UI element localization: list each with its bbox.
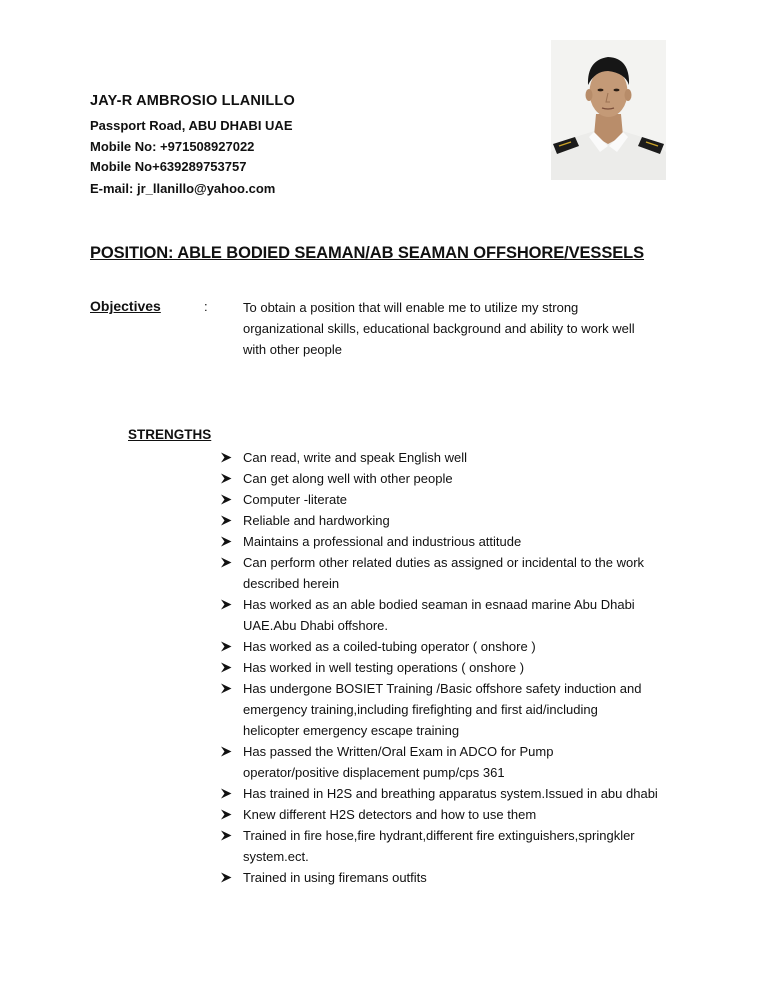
objectives-colon: : [204,299,208,314]
objectives-line: with other people [243,342,343,357]
arrowhead-bullet-icon [220,494,232,505]
list-item-text: described herein [243,576,340,591]
arrowhead-bullet-icon [220,683,232,694]
list-item [220,825,690,867]
arrowhead-bullet-icon [220,872,232,883]
mobile-number-2: Mobile No+639289753757 [90,159,247,174]
arrowhead-bullet-icon [220,641,232,652]
list-item [220,510,690,531]
objectives-line: To obtain a position that will enable me to utilize my strong [243,300,579,315]
list-item [220,636,690,657]
objectives-line: organizational skills, educational background and ability to work well [243,321,635,336]
strengths-list [220,447,690,888]
list-item-text: Knew different H2S detectors and how to use them [243,807,537,822]
list-item [220,489,690,510]
list-item-text: Has passed the Written/Oral Exam in ADCO for Pump [243,744,554,759]
list-item-text: system.ect. [243,849,309,864]
applicant-name: JAY-R AMBROSIO LLANILLO [90,93,295,109]
list-item-text: Reliable and hardworking [243,513,390,528]
list-item [220,867,690,888]
list-item-text: operator/positive displacement pump/cps 361 [243,765,505,780]
arrowhead-bullet-icon [220,809,232,820]
list-item [220,783,690,804]
list-item-text: Has undergone BOSIET Training /Basic offshore safety induction and [243,681,642,696]
list-item [220,531,690,552]
objectives-label: Objectives [90,298,161,314]
list-item-text: helicopter emergency escape training [243,723,460,738]
arrowhead-bullet-icon [220,662,232,673]
list-item [220,678,690,741]
list-item-text: Can read, write and speak English well [243,450,468,465]
arrowhead-bullet-icon [220,746,232,757]
arrowhead-bullet-icon [220,536,232,547]
list-item-text: Has worked as a coiled-tubing operator ( onshore ) [243,639,536,654]
list-item-text: Maintains a professional and industrious attitude [243,534,522,549]
applicant-photo [551,40,666,180]
list-item [220,741,690,783]
arrowhead-bullet-icon [220,473,232,484]
list-item-text: UAE.Abu Dhabi offshore. [243,618,389,633]
list-item-text: Has worked in well testing operations ( onshore ) [243,660,525,675]
list-item-text: Has trained in H2S and breathing apparatus system.Issued in abu dhabi [243,786,658,801]
arrowhead-bullet-icon [220,830,232,841]
list-item-text: emergency training,including firefighting and first aid/including [243,702,598,717]
strengths-heading: STRENGTHS [128,427,212,442]
list-item-text: Trained in using firemans outfits [243,870,427,885]
list-item-text: Computer -literate [243,492,348,507]
list-item-text: Trained in fire hose,fire hydrant,different fire extinguishers,springkler [243,828,635,843]
objectives-text [243,297,683,360]
position-heading: POSITION: ABLE BODIED SEAMAN/AB SEAMAN OFFSHORE/VESSELS [90,244,645,262]
list-item [220,657,690,678]
email: E-mail: jr_llanillo@yahoo.com [90,181,276,196]
list-item-text: Has worked as an able bodied seaman in esnaad marine Abu Dhabi [243,597,635,612]
arrowhead-bullet-icon [220,452,232,463]
list-item [220,594,690,636]
arrowhead-bullet-icon [220,599,232,610]
list-item [220,447,690,468]
arrowhead-bullet-icon [220,557,232,568]
list-item [220,552,690,594]
address: Passport Road, ABU DHABI UAE [90,118,293,133]
arrowhead-bullet-icon [220,788,232,799]
list-item [220,804,690,825]
mobile-number-1: Mobile No: +971508927022 [90,139,255,154]
list-item [220,468,690,489]
list-item-text: Can get along well with other people [243,471,453,486]
list-item-text: Can perform other related duties as assigned or incidental to the work [243,555,645,570]
arrowhead-bullet-icon [220,515,232,526]
